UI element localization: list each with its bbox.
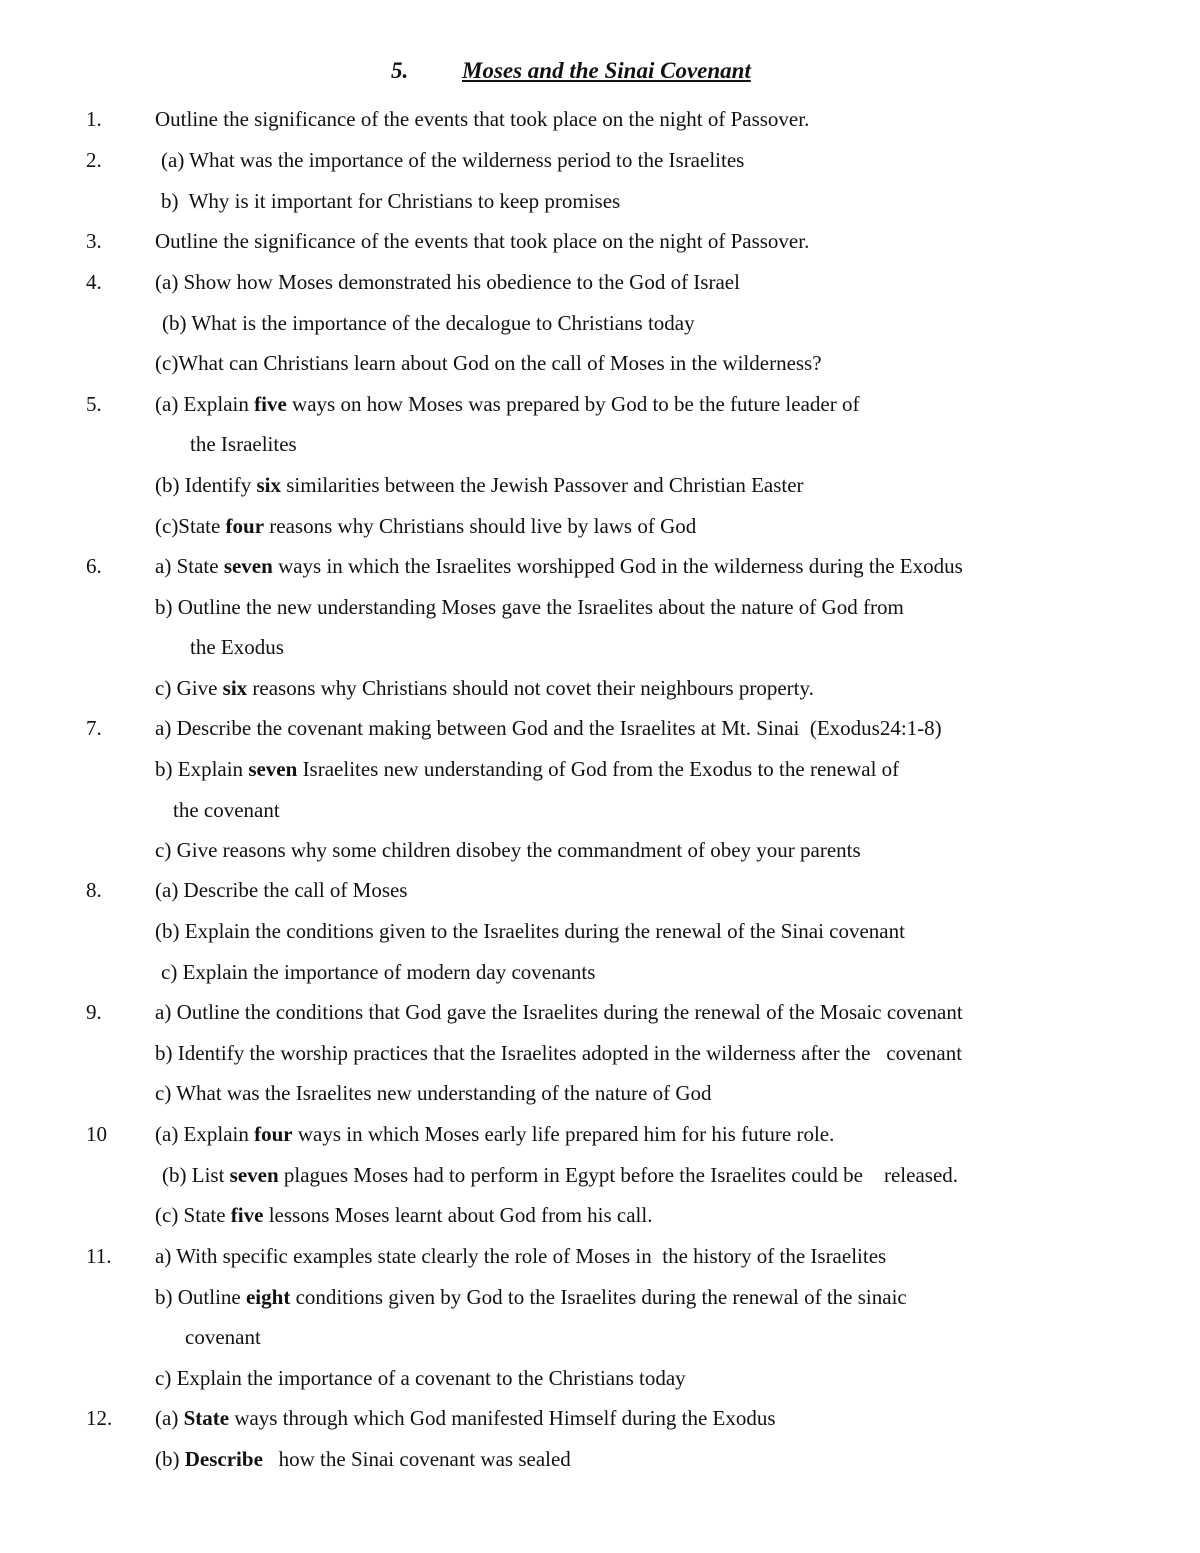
question-text-pre: (b) List bbox=[162, 1163, 230, 1187]
question-line bbox=[0, 267, 1200, 297]
question-number: 2. bbox=[86, 148, 102, 172]
question-keyword: State bbox=[183, 1406, 230, 1430]
question-line bbox=[0, 145, 1200, 175]
question-line bbox=[0, 997, 1200, 1027]
question-number: 5. bbox=[86, 392, 102, 416]
question-text bbox=[155, 389, 859, 419]
question-line bbox=[0, 1322, 1200, 1352]
question-text-post: similarities between the Jewish Passover and Christian Easter bbox=[280, 473, 804, 497]
question-line bbox=[0, 186, 1200, 216]
question-number: 7. bbox=[86, 716, 102, 740]
question-line bbox=[0, 1241, 1200, 1271]
question-keyword: seven bbox=[248, 757, 298, 781]
question-text-pre: c) Give bbox=[155, 676, 223, 700]
question-line bbox=[0, 308, 1200, 338]
question-text: covenant bbox=[185, 1325, 261, 1349]
question-number: 8. bbox=[86, 878, 102, 902]
question-number: 10 bbox=[86, 1122, 107, 1146]
question-line bbox=[0, 875, 1200, 905]
question-number: 1. bbox=[86, 107, 102, 131]
question-keyword: seven bbox=[229, 1163, 279, 1187]
question-text: c) Explain the importance of a covenant to the Christians today bbox=[155, 1366, 686, 1390]
question-text-pre: b) Outline bbox=[155, 1285, 246, 1309]
question-line bbox=[0, 389, 1200, 419]
question-number: 9. bbox=[86, 1000, 102, 1024]
question-text-pre: (b) bbox=[155, 1447, 185, 1471]
question-number: 6. bbox=[86, 554, 102, 578]
question-text: a) Describe the covenant making between God and the Israelites at Mt. Sinai (Exodus24:1-8) bbox=[155, 716, 942, 740]
title-text: Moses and the Sinai Covenant bbox=[462, 58, 751, 83]
question-text-post: lessons Moses learnt about God from his call. bbox=[263, 1203, 653, 1227]
question-line bbox=[0, 1444, 1200, 1474]
question-line bbox=[0, 1119, 1200, 1149]
question-text bbox=[155, 1403, 776, 1433]
question-text bbox=[155, 511, 696, 541]
question-text-pre: (a) bbox=[155, 1406, 184, 1430]
question-text bbox=[155, 1119, 834, 1149]
question-text: (a) Describe the call of Moses bbox=[155, 878, 408, 902]
question-text-pre: (a) Explain bbox=[155, 392, 255, 416]
question-line bbox=[0, 1078, 1200, 1108]
question-text-pre: (c)State bbox=[155, 514, 226, 538]
question-line bbox=[0, 511, 1200, 541]
question-keyword: four bbox=[254, 1122, 293, 1146]
question-number: 3. bbox=[86, 229, 102, 253]
question-text-post: reasons why Christians should live by laws of God bbox=[264, 514, 697, 538]
question-text-post: ways in which Moses early life prepared him for his future role. bbox=[292, 1122, 835, 1146]
question-text bbox=[155, 470, 804, 500]
question-text: c) What was the Israelites new understanding of the nature of God bbox=[155, 1081, 712, 1105]
question-line bbox=[0, 673, 1200, 703]
question-line bbox=[0, 1282, 1200, 1312]
question-text: a) Outline the conditions that God gave the Israelites during the renewal of the Mosaic covenant bbox=[155, 1000, 963, 1024]
question-text bbox=[155, 551, 963, 581]
question-text bbox=[155, 673, 814, 703]
question-keyword: eight bbox=[245, 1285, 291, 1309]
question-number: 12. bbox=[86, 1406, 113, 1430]
question-line bbox=[0, 632, 1200, 662]
question-keyword: Describe bbox=[184, 1447, 263, 1471]
question-text: (b) Explain the conditions given to the Israelites during the renewal of the Sinai covenant bbox=[155, 919, 905, 943]
question-text-post: conditions given by God to the Israelites during the renewal of the sinaic bbox=[290, 1285, 907, 1309]
question-text: c) Explain the importance of modern day covenants bbox=[161, 960, 596, 984]
question-text bbox=[155, 1444, 571, 1474]
question-line bbox=[0, 835, 1200, 865]
question-text: (a) What was the importance of the wilderness period to the Israelites bbox=[161, 148, 745, 172]
question-text: c) Give reasons why some children disobey the commandment of obey your parents bbox=[155, 838, 861, 862]
question-line bbox=[0, 470, 1200, 500]
question-keyword: six bbox=[256, 473, 281, 497]
question-line bbox=[0, 1160, 1200, 1190]
question-keyword: four bbox=[225, 514, 265, 538]
question-line bbox=[0, 1038, 1200, 1068]
question-text-pre: (a) Explain bbox=[155, 1122, 255, 1146]
question-line bbox=[0, 713, 1200, 743]
question-text: (c)What can Christians learn about God on the call of Moses in the wilderness? bbox=[155, 351, 822, 375]
question-line bbox=[0, 348, 1200, 378]
question-text-post: ways in which the Israelites worshipped God in the wilderness during the Exodus bbox=[272, 554, 963, 578]
question-line bbox=[0, 429, 1200, 459]
question-line bbox=[0, 226, 1200, 256]
question-line bbox=[0, 104, 1200, 134]
question-text bbox=[162, 1160, 958, 1190]
question-line bbox=[0, 1200, 1200, 1230]
question-text-post: how the Sinai covenant was sealed bbox=[262, 1447, 571, 1471]
question-text: (b) What is the importance of the decalogue to Christians today bbox=[162, 311, 695, 335]
question-text-post: plagues Moses had to perform in Egypt before the Israelites could be released. bbox=[278, 1163, 959, 1187]
question-line bbox=[0, 592, 1200, 622]
question-line bbox=[0, 1363, 1200, 1393]
question-text: the Israelites bbox=[190, 432, 297, 456]
question-text-pre: (c) State bbox=[155, 1203, 231, 1227]
question-line bbox=[0, 957, 1200, 987]
question-line bbox=[0, 551, 1200, 581]
question-keyword: five bbox=[254, 392, 287, 416]
question-line bbox=[0, 795, 1200, 825]
question-line bbox=[0, 754, 1200, 784]
question-text-pre: b) Explain bbox=[155, 757, 249, 781]
question-text bbox=[155, 754, 899, 784]
title-number: 5. bbox=[391, 58, 409, 83]
question-number: 4. bbox=[86, 270, 102, 294]
question-text: b) Outline the new understanding Moses gave the Israelites about the nature of God from bbox=[155, 595, 904, 619]
question-text bbox=[155, 1282, 907, 1312]
question-text: b) Identify the worship practices that the Israelites adopted in the wilderness after the covenant bbox=[155, 1041, 963, 1065]
question-text-post: Israelites new understanding of God from the Exodus to the renewal of bbox=[297, 757, 900, 781]
question-text-pre: (b) Identify bbox=[155, 473, 257, 497]
question-number: 11. bbox=[86, 1244, 112, 1268]
question-text: Outline the significance of the events that took place on the night of Passover. bbox=[155, 229, 810, 253]
question-text: Outline the significance of the events that took place on the night of Passover. bbox=[155, 107, 810, 131]
question-text: the covenant bbox=[173, 798, 280, 822]
question-keyword: seven bbox=[223, 554, 273, 578]
question-text-post: reasons why Christians should not covet their neighbours property. bbox=[247, 676, 814, 700]
question-text: a) With specific examples state clearly the role of Moses in the history of the Israelites bbox=[155, 1244, 887, 1268]
question-text: b) Why is it important for Christians to keep promises bbox=[161, 189, 621, 213]
question-text-post: ways through which God manifested Himself during the Exodus bbox=[229, 1406, 776, 1430]
question-keyword: five bbox=[230, 1203, 264, 1227]
question-keyword: six bbox=[222, 676, 248, 700]
question-text: (a) Show how Moses demonstrated his obedience to the God of Israel bbox=[155, 270, 740, 294]
question-text: the Exodus bbox=[190, 635, 284, 659]
question-text bbox=[155, 1200, 652, 1230]
question-text-pre: a) State bbox=[155, 554, 224, 578]
question-text-post: ways on how Moses was prepared by God to be the future leader of bbox=[286, 392, 860, 416]
question-line bbox=[0, 916, 1200, 946]
question-line bbox=[0, 1403, 1200, 1433]
